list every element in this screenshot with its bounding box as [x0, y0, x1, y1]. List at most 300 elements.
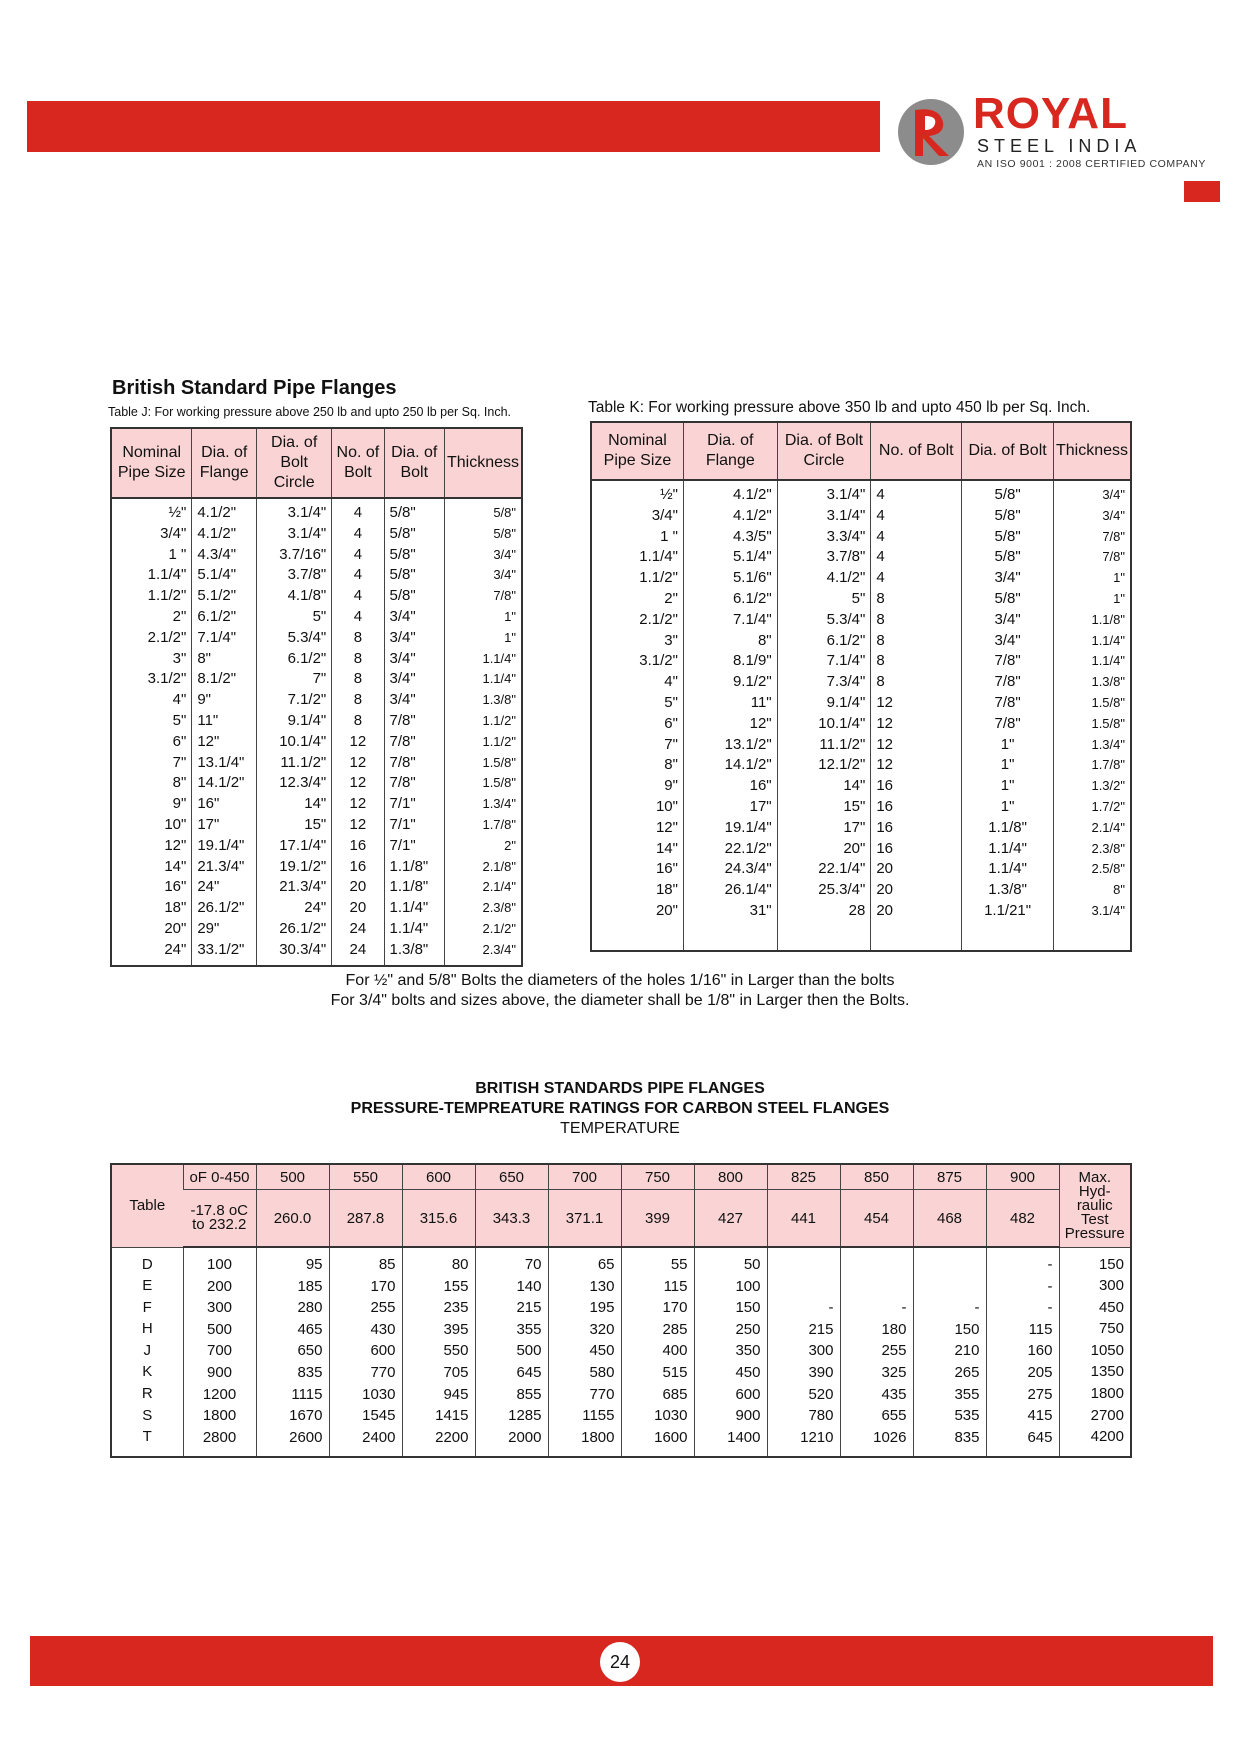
table-cell [920, 1254, 980, 1276]
table-cell: 22.1/2" [724, 839, 772, 857]
table-cell: 535 [954, 1407, 980, 1425]
temp-f-header: 500 [256, 1164, 329, 1190]
table-cell: 395 [443, 1320, 469, 1338]
table-cell: 4.3/5" [732, 527, 772, 545]
table-cell: ½" [168, 504, 187, 521]
table-cell: 1" [504, 608, 516, 624]
table-cell: 2.3/8" [1091, 840, 1125, 856]
table-cell: 12" [655, 818, 678, 836]
table-cell: 17" [843, 818, 866, 836]
pressure-temperature-table [110, 1163, 1132, 1458]
table-cell: - [974, 1299, 980, 1317]
table-cell: 900 [206, 1363, 233, 1381]
table-k-col-bolt-circle [777, 480, 871, 951]
table-cell [774, 1276, 834, 1298]
table-cell: 11" [750, 693, 772, 711]
table-cell: 6.1/2" [826, 631, 866, 649]
table-cell: 26.1/2" [279, 919, 327, 937]
table-cell: 4 [876, 569, 885, 587]
temp-f-header: 650 [475, 1164, 548, 1190]
table-cell: 5.3/4" [826, 610, 866, 628]
table-cell: 600 [370, 1342, 396, 1360]
table-cell: 12 [876, 735, 894, 753]
table-cell: 4 [876, 548, 885, 566]
table-cell: 1670 [289, 1407, 323, 1425]
header-red-bar [27, 101, 880, 152]
table-cell: 255 [370, 1299, 396, 1317]
table-cell: 8 [876, 652, 885, 670]
table-cell: 3" [172, 649, 187, 667]
table-cell: 10" [164, 815, 187, 833]
table-cell: 17" [749, 797, 772, 815]
temp-f-header: oF 0-450 [183, 1164, 256, 1190]
table-cell: 1050 [1090, 1341, 1124, 1359]
table-cell: 7/8" [493, 588, 516, 604]
table-cell: 14.1/2" [724, 756, 772, 774]
table-cell: 4.1/2" [732, 506, 772, 524]
table-cell: - [828, 1299, 834, 1317]
temp-f-header: 825 [767, 1164, 840, 1190]
table-cell: 9" [664, 777, 678, 795]
table-cell: 24.3/4" [724, 860, 772, 878]
table-k-col-flange-dia [683, 480, 777, 951]
table-cell: 22.1/4" [818, 860, 866, 878]
table-cell: 16 [876, 797, 894, 815]
table-cell: D [141, 1255, 153, 1273]
table-cell: 1.1/8" [389, 878, 429, 896]
table-cell: ½" [660, 486, 678, 503]
pressure-column [402, 1247, 475, 1457]
temp-c-header: 427 [694, 1190, 767, 1248]
max-hydraulic-test-header: Max. Hyd-raulic Test Pressure [1059, 1164, 1131, 1247]
table-cell: 140 [516, 1277, 542, 1295]
table-cell: 5/8" [493, 505, 516, 520]
table-cell: 8" [1113, 882, 1125, 898]
table-cell: 275 [1027, 1385, 1053, 1403]
table-label-header: Table [111, 1164, 183, 1247]
table-cell: 1.1/4" [482, 650, 516, 666]
table-cell: 6.1/2" [732, 589, 772, 607]
table-cell: 8 [353, 649, 363, 667]
table-cell: 5/8" [994, 527, 1021, 545]
table-cell: 26.1/2" [197, 899, 245, 917]
table-cell: 20" [655, 901, 678, 919]
table-cell: 16 [876, 777, 894, 795]
table-k-col-pipe-size [591, 480, 683, 951]
table-cell: 20" [843, 839, 866, 857]
table-cell: 8 [876, 673, 885, 691]
table-cell: 1800 [1090, 1385, 1124, 1403]
table-cell: 65 [597, 1256, 615, 1273]
table-cell: 17.1/4" [279, 836, 327, 854]
table-cell: 645 [516, 1363, 542, 1381]
table-cell: 25.3/4" [818, 881, 866, 899]
table-cell: 3/4" [1102, 487, 1125, 502]
table-j-col-thickness [444, 498, 522, 966]
table-k-header: Dia. of Bolt Circle [777, 422, 871, 480]
table-cell: 2600 [289, 1428, 323, 1446]
table-cell: 1.1/4" [147, 566, 187, 584]
table-cell: 8 [353, 691, 363, 709]
table-cell: - [1047, 1299, 1053, 1317]
table-cell: 8 [876, 631, 885, 649]
table-cell: 12 [876, 693, 894, 711]
table-cell: 17" [197, 815, 220, 833]
table-cell: 2.3/4" [482, 941, 516, 957]
table-cell: 4 [876, 506, 885, 524]
table-cell: 12 [349, 753, 367, 771]
table-cell: 2" [664, 589, 678, 607]
table-j-header: Dia. of Bolt Circle [257, 428, 332, 498]
table-cell: 21.3/4" [279, 878, 327, 896]
table-cell: 160 [1027, 1342, 1053, 1360]
table-cell: 3/4" [493, 546, 516, 562]
table-cell: 2200 [435, 1428, 469, 1446]
table-cell: 13.1/4" [197, 753, 245, 771]
table-row [111, 1247, 1131, 1457]
table-k-col-bolt-dia [962, 480, 1054, 951]
table-cell: 20 [876, 901, 894, 919]
table-cell: 1.1/4" [1091, 653, 1125, 669]
table-cell: 150 [735, 1299, 761, 1317]
table-k-header: Thickness [1053, 422, 1131, 480]
table-j-caption: Table J: For working pressure above 250 lb and upto 250 lb per Sq. Inch. [108, 405, 512, 419]
temp-c-header: 371.1 [548, 1190, 621, 1248]
table-cell: 7.3/4" [826, 673, 866, 691]
table-cell: 300 [808, 1342, 834, 1360]
table-cell: 450 [735, 1363, 761, 1381]
table-j-header: Dia. of Bolt [384, 428, 444, 498]
pressure-table-subtitle: PRESSURE-TEMPREATURE RATINGS FOR CARBON STEEL FLANGES [350, 1100, 890, 1117]
table-cell: E [142, 1277, 153, 1295]
table-cell [920, 1276, 980, 1298]
table-cell: 5.1/6" [732, 569, 772, 587]
table-cell: R [141, 1385, 153, 1403]
header-accent-square [1184, 181, 1220, 202]
table-cell: 170 [662, 1299, 688, 1317]
table-cell [774, 1254, 834, 1276]
table-cell: J [143, 1341, 151, 1359]
table-cell: - [1047, 1277, 1053, 1295]
table-cell: 18" [164, 899, 187, 917]
table-cell: 130 [589, 1277, 615, 1295]
table-cell: 355 [516, 1320, 542, 1338]
pressure-column [256, 1247, 329, 1457]
table-cell: 12 [349, 774, 367, 792]
table-cell: 900 [735, 1407, 761, 1425]
table-cell: F [142, 1298, 152, 1316]
table-j-col-pipe-size [111, 498, 192, 966]
table-cell: 415 [1027, 1407, 1053, 1425]
table-cell: 7.1/4" [197, 628, 237, 646]
table-cell: 1350 [1090, 1363, 1124, 1381]
temp-c-header: -17.8 oC to 232.2 [183, 1190, 256, 1248]
pressure-table-title: BRITISH STANDARDS PIPE FLANGES [475, 1080, 765, 1097]
table-cell: 14" [304, 795, 327, 813]
table-j-col-bolt-count [332, 498, 384, 966]
table-cell: 3/4" [493, 567, 516, 583]
table-cell: 1.3/4" [482, 796, 516, 812]
table-j-col-bolt-circle [257, 498, 332, 966]
table-cell: 13.1/2" [724, 735, 772, 753]
table-cell: 4" [664, 673, 678, 691]
table-cell: 8 [353, 670, 363, 688]
table-cell: 155 [443, 1277, 469, 1295]
table-cell: 195 [589, 1299, 615, 1317]
table-cell: 1155 [582, 1407, 615, 1425]
table-cell: 12.3/4" [279, 774, 327, 792]
table-cell: 5.1/4" [732, 548, 772, 566]
table-cell: 10.1/4" [818, 714, 866, 732]
table-cell: 70 [524, 1256, 542, 1273]
table-cell: 15" [843, 797, 866, 815]
table-cell: 1800 [202, 1407, 237, 1425]
table-cell: 685 [662, 1385, 688, 1403]
table-cell: 8 [353, 628, 363, 646]
table-cell: S [142, 1406, 153, 1424]
table-cell: 12" [197, 732, 220, 750]
table-cell: 2.1/2" [639, 610, 678, 628]
table-cell: 300 [1098, 1277, 1124, 1295]
table-cell: 12" [749, 714, 772, 732]
table-cell: 1.1/4" [389, 919, 429, 937]
table-k-header: No. of Bolt [871, 422, 962, 480]
table-cell: 16 [876, 818, 894, 836]
table-cell: 115 [1028, 1320, 1053, 1338]
table-cell: K [142, 1363, 153, 1381]
table-cell: 8 [353, 711, 363, 729]
table-cell: 170 [370, 1277, 396, 1295]
table-cell: 33.1/2" [197, 940, 245, 958]
table-cell: 7/1" [389, 815, 416, 833]
table-cell: 5" [312, 607, 327, 625]
table-cell: 1210 [800, 1428, 834, 1446]
table-cell: 1.1/21" [984, 901, 1032, 919]
table-cell: 770 [589, 1385, 615, 1403]
table-cell: 355 [954, 1385, 980, 1403]
table-cell: 1400 [727, 1428, 761, 1446]
table-cell: 150 [954, 1320, 980, 1338]
note-line: For 3/4" bolts and sizes above, the diameter shall be 1/8" in Larger then the Bolts. [330, 992, 910, 1009]
table-cell: 1415 [435, 1407, 469, 1425]
table-cell: 7/8" [994, 714, 1021, 732]
table-cell: 7/8" [389, 774, 416, 792]
table-k-col-bolt-count [871, 480, 962, 951]
table-cell: 750 [1098, 1320, 1124, 1338]
table-cell [847, 1254, 907, 1276]
table-cell: 8 [876, 589, 885, 607]
table-cell: 1200 [202, 1385, 237, 1403]
temp-c-header: 454 [840, 1190, 913, 1248]
table-cell: 1 " [660, 527, 678, 545]
table-cell: 8" [197, 649, 212, 667]
table-cell: 430 [370, 1320, 396, 1338]
table-cell: 4 [353, 524, 363, 542]
table-cell: 1.3/8" [1091, 674, 1125, 690]
table-cell: 4 [876, 486, 885, 503]
table-cell: 3.1/4" [826, 506, 866, 524]
table-cell: 55 [670, 1256, 688, 1273]
table-cell: 4.1/2" [197, 524, 237, 542]
table-cell: 7/8" [1102, 528, 1125, 544]
table-cell: 4200 [1090, 1428, 1124, 1446]
table-cell: 320 [589, 1320, 615, 1338]
table-cell: 3" [664, 631, 678, 649]
table-cell: 855 [516, 1385, 542, 1403]
table-cell: 1.1/4" [389, 899, 429, 917]
table-cell: 1" [1000, 777, 1015, 795]
table-cell: 3/4" [1102, 507, 1125, 523]
pressure-column [986, 1247, 1059, 1457]
table-cell: 550 [443, 1342, 469, 1360]
table-cell: H [141, 1320, 153, 1338]
brand-subtitle: STEEL INDIA [977, 136, 1142, 156]
table-cell: 1.3/2" [1091, 778, 1125, 794]
table-cell: 19.1/4" [197, 836, 245, 854]
table-k-caption: Table K: For working pressure above 350 lb and upto 450 lb per Sq. Inch. [588, 399, 1091, 416]
table-cell: 4.3/4" [197, 545, 237, 563]
certification-text: AN ISO 9001 : 2008 CERTIFIED COMPANY [977, 158, 1206, 170]
table-cell: 95 [305, 1256, 323, 1273]
table-cell: 325 [881, 1363, 907, 1381]
table-cell: 210 [954, 1342, 980, 1360]
logo-mark-icon [895, 96, 967, 168]
table-cell: 2400 [362, 1428, 396, 1446]
brand-name: ROYAL [973, 89, 1128, 138]
table-cell: 1.7/2" [1091, 798, 1125, 814]
table-cell: 235 [443, 1299, 469, 1317]
table-cell: 1.1/4" [482, 671, 516, 687]
table-cell: 1285 [508, 1407, 542, 1425]
table-cell: 24" [197, 878, 220, 896]
table-cell: 4 [353, 587, 363, 605]
table-cell: 2.1/4" [1091, 819, 1125, 835]
table-cell: 2.5/8" [1091, 861, 1125, 877]
table-cell: 15" [304, 815, 327, 833]
table-cell: 16 [349, 836, 367, 854]
page-number: 24 [600, 1642, 640, 1682]
table-cell: 5" [172, 711, 187, 729]
table-cell: 19.1/4" [724, 818, 772, 836]
table-cell: 215 [808, 1320, 834, 1338]
table-cell: 2" [504, 837, 516, 853]
table-row [591, 480, 1131, 951]
table-cell: 9.1/4" [826, 693, 866, 711]
table-cell: 3/4" [994, 631, 1021, 649]
table-cell: 1.1/2" [482, 733, 516, 749]
table-cell: 3/4" [651, 506, 678, 524]
table-cell: 4.1/8" [287, 587, 327, 605]
pressure-column [621, 1247, 694, 1457]
table-cell: 3/4" [389, 607, 416, 625]
table-cell: 1.7/8" [1091, 757, 1125, 773]
table-cell: 1.1/4" [988, 860, 1027, 878]
table-cell: 1.1/4" [988, 839, 1027, 857]
table-cell: 435 [881, 1385, 907, 1403]
table-cell: 215 [516, 1299, 542, 1317]
table-cell: 30.3/4" [279, 940, 327, 958]
temp-c-header: 482 [986, 1190, 1059, 1248]
table-cell: 2.3/8" [482, 900, 516, 916]
table-cell: 3.1/2" [147, 670, 187, 688]
table-cell: 350 [735, 1342, 761, 1360]
table-k [590, 421, 1132, 952]
table-cell: 2.1/8" [482, 858, 516, 874]
table-cell: 9.1/2" [732, 673, 772, 691]
table-cell: 1.3/8" [389, 940, 429, 958]
table-cell: 1.5/8" [1091, 715, 1125, 731]
table-cell: 28 [848, 901, 866, 919]
table-cell: 9.1/4" [287, 711, 327, 729]
table-cell: 3/4" [994, 569, 1021, 587]
table-cell: 1" [1113, 570, 1125, 586]
table-cell: 8.1/2" [197, 670, 237, 688]
table-j-header: Nominal Pipe Size [111, 428, 192, 498]
table-cell: 3.3/4" [826, 527, 866, 545]
table-cell: 4.1/2" [197, 504, 237, 521]
table-j-col-flange-dia [192, 498, 257, 966]
table-cell: 7" [312, 670, 327, 688]
table-cell: 7/8" [994, 693, 1021, 711]
pressure-column [767, 1247, 840, 1457]
table-cell: 8" [664, 756, 678, 774]
table-cell: 6" [664, 714, 678, 732]
table-cell: 5/8" [994, 486, 1021, 503]
table-cell: 4.1/2" [732, 486, 772, 503]
table-cell: 12 [349, 732, 367, 750]
table-cell: 1.1/8" [1091, 611, 1125, 627]
table-cell: 1" [504, 629, 516, 645]
table-cell: 7/8" [1102, 549, 1125, 565]
table-cell: 12 [876, 714, 894, 732]
table-cell: 2" [172, 607, 187, 625]
table-cell: 20 [349, 899, 367, 917]
table-cell: 700 [206, 1342, 233, 1360]
table-cell: 5/8" [389, 524, 416, 542]
table-cell: 1.5/8" [482, 775, 516, 791]
table-cell: 24" [304, 899, 327, 917]
table-cell: 7/1" [389, 836, 416, 854]
table-cell: 2.1/4" [482, 879, 516, 895]
table-cell: 7.1/4" [732, 610, 772, 628]
table-cell: 770 [370, 1363, 396, 1381]
temp-f-header: 900 [986, 1164, 1059, 1190]
table-cell: 400 [662, 1342, 688, 1360]
table-cell: 1.1/2" [147, 587, 187, 605]
table-cell: 1.1/2" [639, 569, 678, 587]
table-cell: 2.1/2" [482, 920, 516, 936]
table-cell: 50 [743, 1256, 761, 1273]
temp-c-header: 343.3 [475, 1190, 548, 1248]
table-cell: 8" [172, 774, 187, 792]
table-cell: 1.7/8" [482, 816, 516, 832]
table-cell: 390 [808, 1363, 834, 1381]
table-cell: 5.1/4" [197, 566, 237, 584]
table-cell: 3.1/4" [826, 486, 866, 503]
table-cell: 600 [735, 1385, 761, 1403]
table-cell: 14" [655, 839, 678, 857]
table-cell: 645 [1027, 1428, 1053, 1446]
table-cell: 500 [206, 1320, 233, 1338]
table-cell: 16 [349, 857, 367, 875]
table-cell: 10.1/4" [279, 732, 327, 750]
royal-steel-logo [895, 89, 1225, 172]
table-cell: 4" [172, 691, 187, 709]
table-cell: 5/8" [994, 548, 1021, 566]
table-cell: 5" [851, 589, 866, 607]
table-cell: 1" [1000, 735, 1015, 753]
table-cell: 3.1/4" [1091, 902, 1125, 918]
